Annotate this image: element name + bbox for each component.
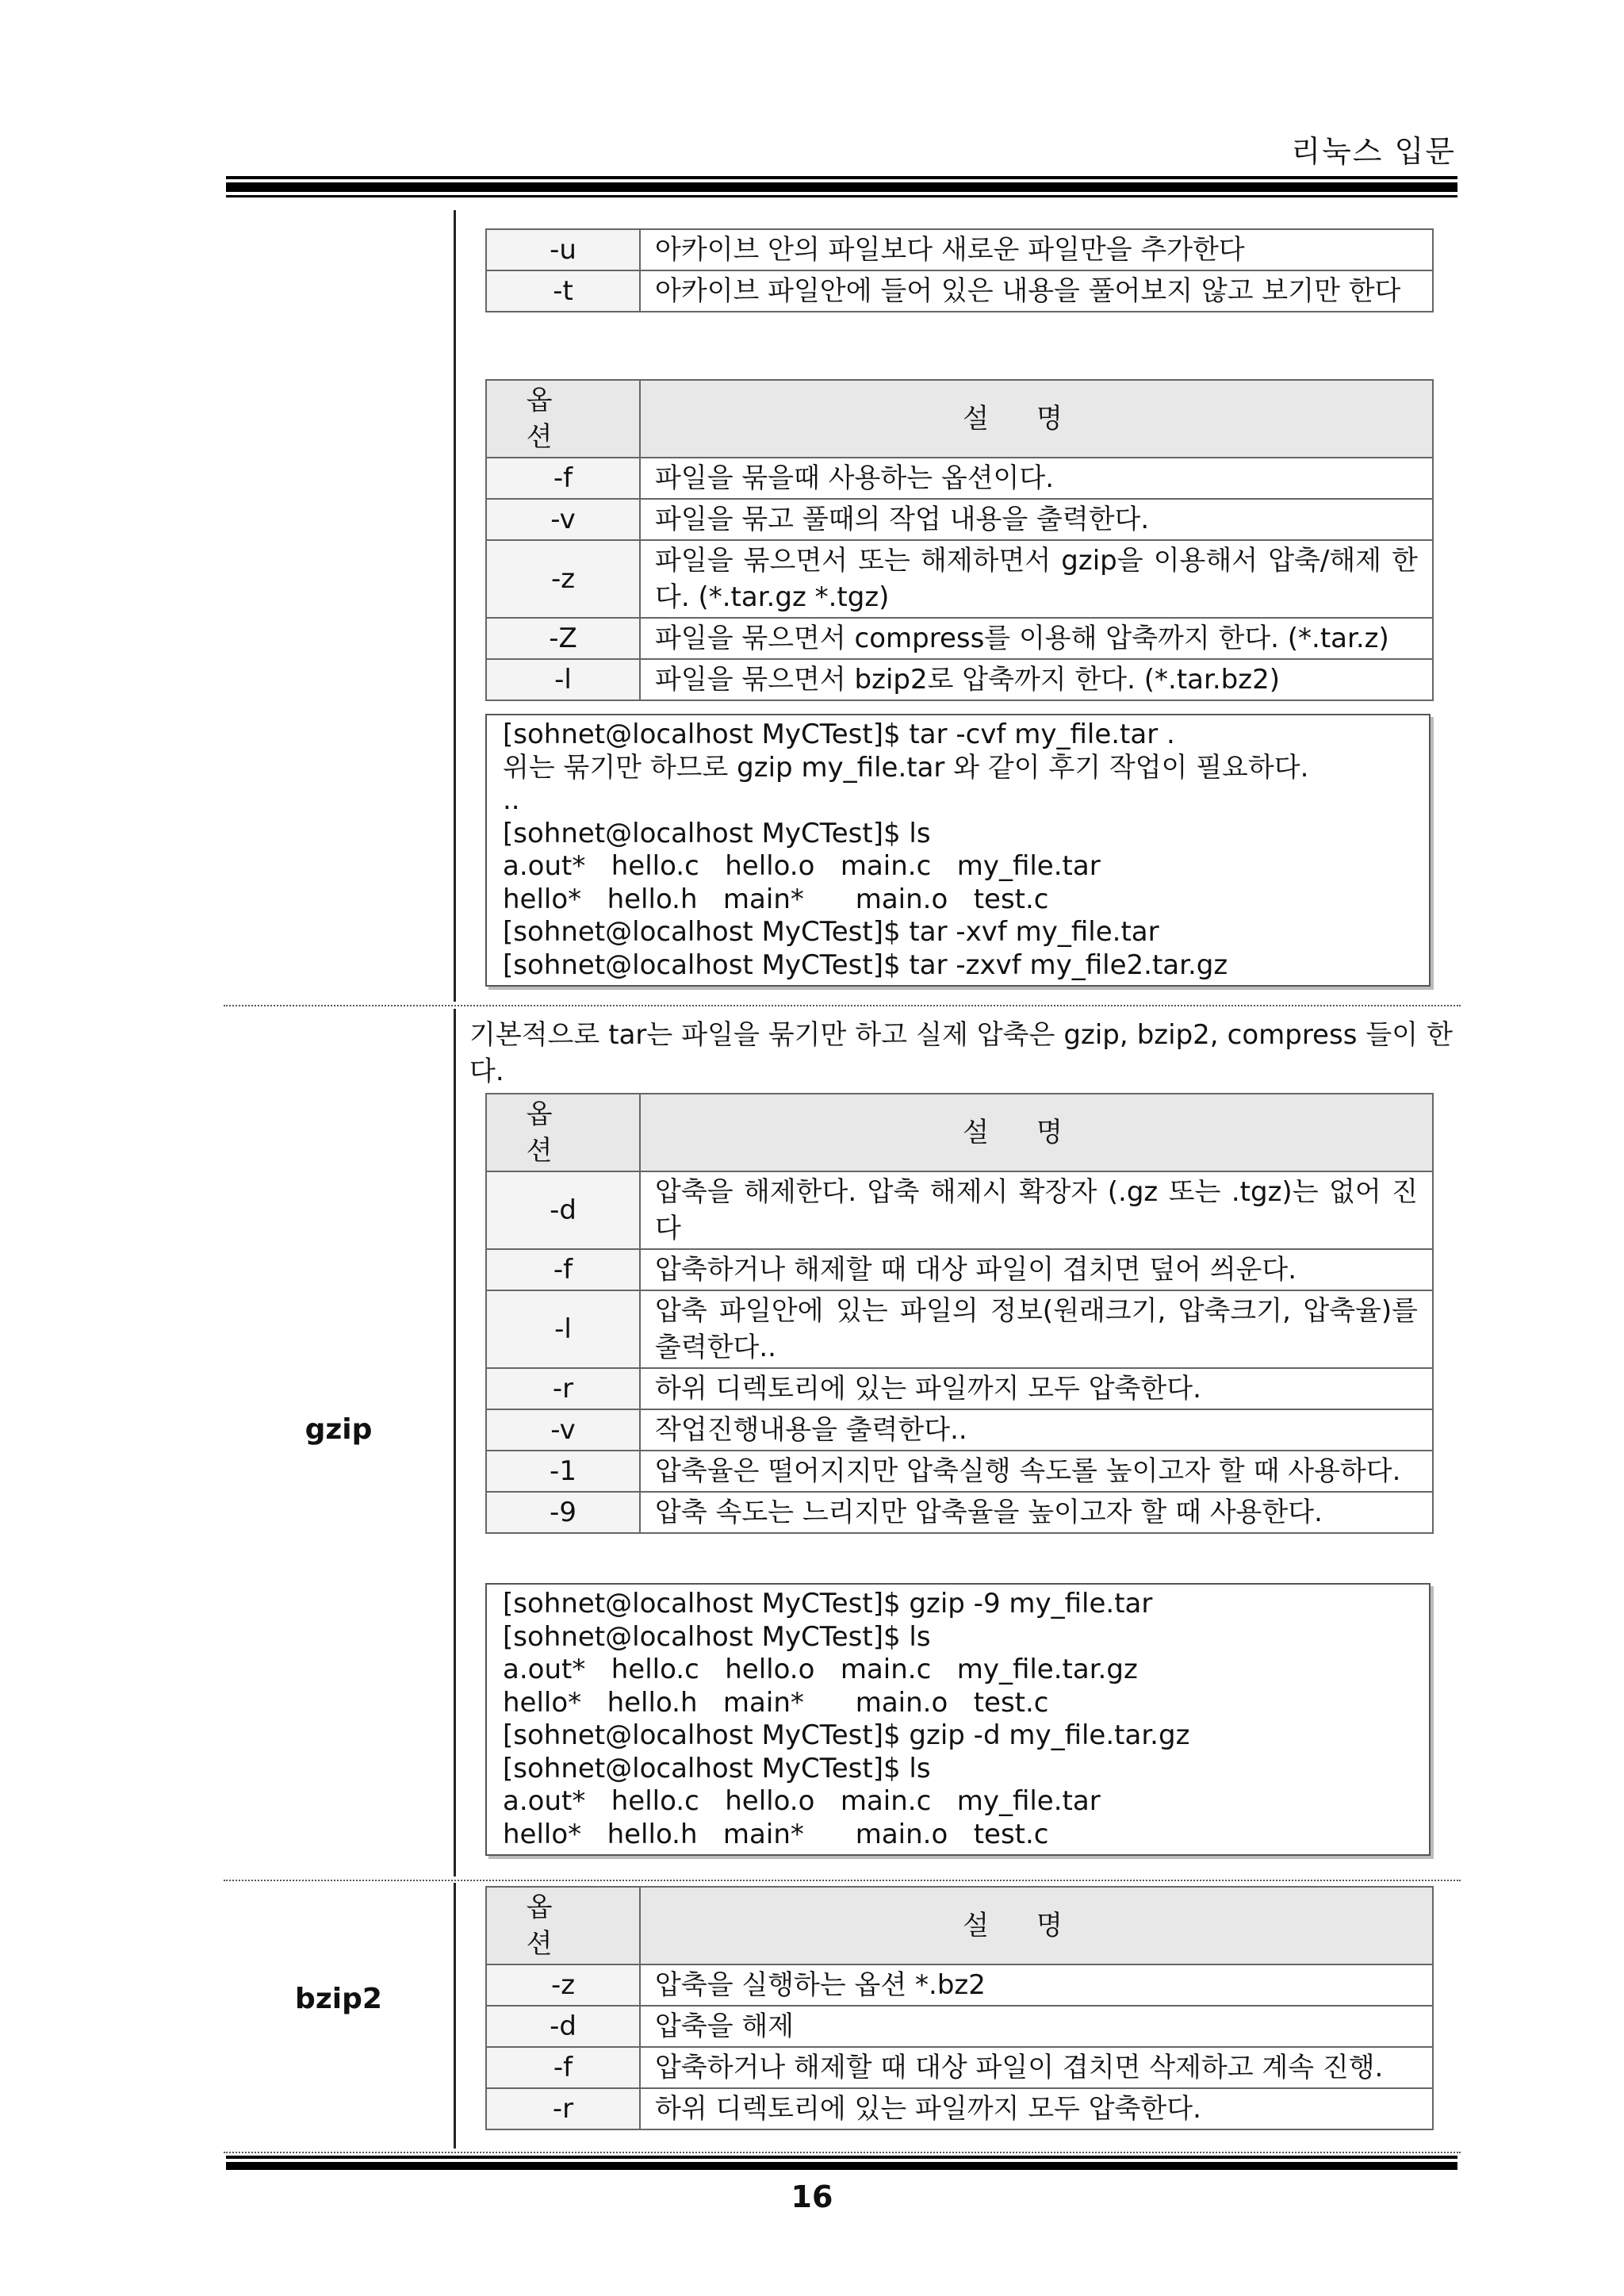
table-row [486,229,1433,270]
header-option: 옵션 [486,1094,640,1171]
code-line: [sohnet@localhost MyCTest]$ tar -cvf my_file.tar . [503,719,1175,750]
table-row [486,2006,1433,2047]
description-cell: 압축을 해제한다. 압축 해제시 확장자 (.gz 또는 .tgz)는 없어 진다 [640,1171,1433,1249]
option-cell: -d [486,1171,640,1249]
column-divider [454,1883,456,2148]
description-cell: 아카이브 안의 파일보다 새로운 파일만을 추가한다 [640,229,1433,270]
option-cell: -z [486,1964,640,2006]
option-cell: -r [486,2088,640,2129]
gzip-example-box [485,1583,1431,1856]
option-cell: -t [486,270,640,312]
table-row [486,1171,1433,1249]
code-line: hello* hello.h main* main.o test.c [503,1686,1049,1719]
code-line: 위는 묶기만 하므로 gzip my_file.tar 와 같이 후기 작업이 필요하다. [503,751,1309,784]
table-row [486,2047,1433,2088]
table-row [486,1368,1433,1409]
option-cell: -f [486,458,640,499]
description-cell: 파일을 묶으면서 bzip2로 압축까지 한다. (*.tar.bz2) [640,659,1433,700]
option-cell: -r [486,1368,640,1409]
option-cell: -z [486,540,640,618]
header-rule-thin-2 [226,195,1457,197]
section-label-gzip: gzip [304,1413,373,1446]
description-cell: 아카이브 파일안에 들어 있은 내용을 풀어보지 않고 보기만 한다 [640,270,1433,312]
option-cell: -1 [486,1451,640,1492]
gzip-intro-text: 기본적으로 tar는 파일을 묶기만 하고 실제 압축은 gzip, bzip2, compress 들이 한다. [469,1019,1453,1087]
header-description: 설명 [640,1094,1433,1171]
tar-options-table-continued [485,228,1434,312]
description-cell: 압축하거나 해제할 때 대상 파일이 겹치면 덮어 씌운다. [640,1249,1433,1290]
table-header-row [486,380,1433,458]
option-cell: -v [486,1409,640,1451]
option-cell: -l [486,1290,640,1368]
option-cell: -l [486,659,640,700]
section-label-bzip2: bzip2 [295,1983,382,2015]
table-header-row [486,1094,1433,1171]
footer-rule-thin [226,2156,1457,2159]
description-cell: 파일을 묶으면서 또는 해제하면서 gzip을 이용해서 압축/해제 한다. (*.tar.gz *.tgz) [640,540,1433,618]
description-cell: 압축 속도는 느리지만 압축율을 높이고자 할 때 사용한다. [640,1492,1433,1533]
code-line: hello* hello.h main* main.o test.c [503,1818,1049,1850]
footer-rule-thick [226,2162,1457,2170]
header-option: 옵션 [486,1887,640,1964]
section-separator [224,1005,1461,1006]
table-row [486,2088,1433,2129]
code-line: a.out* hello.c hello.o main.c my_file.tar [503,1785,1101,1817]
code-line: .. [503,784,520,816]
option-cell: -u [486,229,640,270]
header-rule-thin [226,176,1457,179]
table-row [486,270,1433,312]
table-row [486,1492,1433,1533]
table-row [486,458,1433,499]
table-row [486,1964,1433,2006]
code-line: [sohnet@localhost MyCTest]$ ls [503,1752,931,1784]
section-separator [224,1880,1461,1881]
table-row [486,540,1433,618]
code-line: [sohnet@localhost MyCTest]$ gzip -9 my_file.tar [503,1588,1153,1619]
description-cell: 압축율은 떨어지지만 압축실행 속도롤 높이고자 할 때 사용하다. [640,1451,1433,1492]
description-cell: 하위 디렉토리에 있는 파일까지 모두 압축한다. [640,1368,1433,1409]
code-line: hello* hello.h main* main.o test.c [503,883,1049,915]
page-header-title: 리눅스 입문 [1291,134,1456,169]
description-cell: 압축 파일안에 있는 파일의 정보(원래크기, 압축크기, 압축율)를 출력한다.. [640,1290,1433,1368]
column-divider [454,1009,456,1876]
option-cell: -9 [486,1492,640,1533]
code-line: [sohnet@localhost MyCTest]$ tar -zxvf my_file2.tar.gz [503,949,1228,981]
option-cell: -Z [486,618,640,659]
table-header-row [486,1887,1433,1964]
option-cell: -d [486,2006,640,2047]
header-rule-thick [226,182,1457,192]
header-option: 옵션 [486,380,640,458]
description-cell: 하위 디렉토리에 있는 파일까지 모두 압축한다. [640,2088,1433,2129]
code-line: [sohnet@localhost MyCTest]$ ls [503,1620,931,1653]
code-line: [sohnet@localhost MyCTest]$ tar -xvf my_file.tar [503,916,1159,948]
header-description: 설명 [640,380,1433,458]
tar-compress-options-table [485,379,1434,701]
code-line: a.out* hello.c hello.o main.c my_file.tar.gz [503,1654,1138,1685]
gzip-options-table [485,1093,1434,1534]
table-row [486,659,1433,700]
description-cell: 파일을 묶을때 사용하는 옵션이다. [640,458,1433,499]
code-line: [sohnet@localhost MyCTest]$ gzip -d my_file.tar.gz [503,1719,1190,1751]
table-row [486,618,1433,659]
option-cell: -f [486,1249,640,1290]
code-line: a.out* hello.c hello.o main.c my_file.tar [503,850,1101,882]
description-cell: 작업진행내용을 출력한다.. [640,1409,1433,1451]
option-cell: -f [486,2047,640,2088]
table-row [486,1249,1433,1290]
column-divider [454,210,456,1002]
description-cell: 파일을 묶으면서 compress를 이용해 압축까지 한다. (*.tar.z) [640,618,1433,659]
page-number: 16 [791,2179,833,2214]
tar-example-box [485,714,1431,987]
bzip2-options-table [485,1886,1434,2130]
option-cell: -v [486,499,640,540]
description-cell: 파일을 묶고 풀때의 작업 내용을 출력한다. [640,499,1433,540]
table-row [486,1451,1433,1492]
table-row [486,1409,1433,1451]
description-cell: 압축을 실행하는 옵션 *.bz2 [640,1964,1433,2006]
description-cell: 압축을 해제 [640,2006,1433,2047]
table-row [486,1290,1433,1368]
code-line: [sohnet@localhost MyCTest]$ ls [503,817,931,849]
section-separator [224,2152,1461,2153]
header-description: 설명 [640,1887,1433,1964]
table-row [486,499,1433,540]
description-cell: 압축하거나 해제할 때 대상 파일이 겹치면 삭제하고 계속 진행. [640,2047,1433,2088]
